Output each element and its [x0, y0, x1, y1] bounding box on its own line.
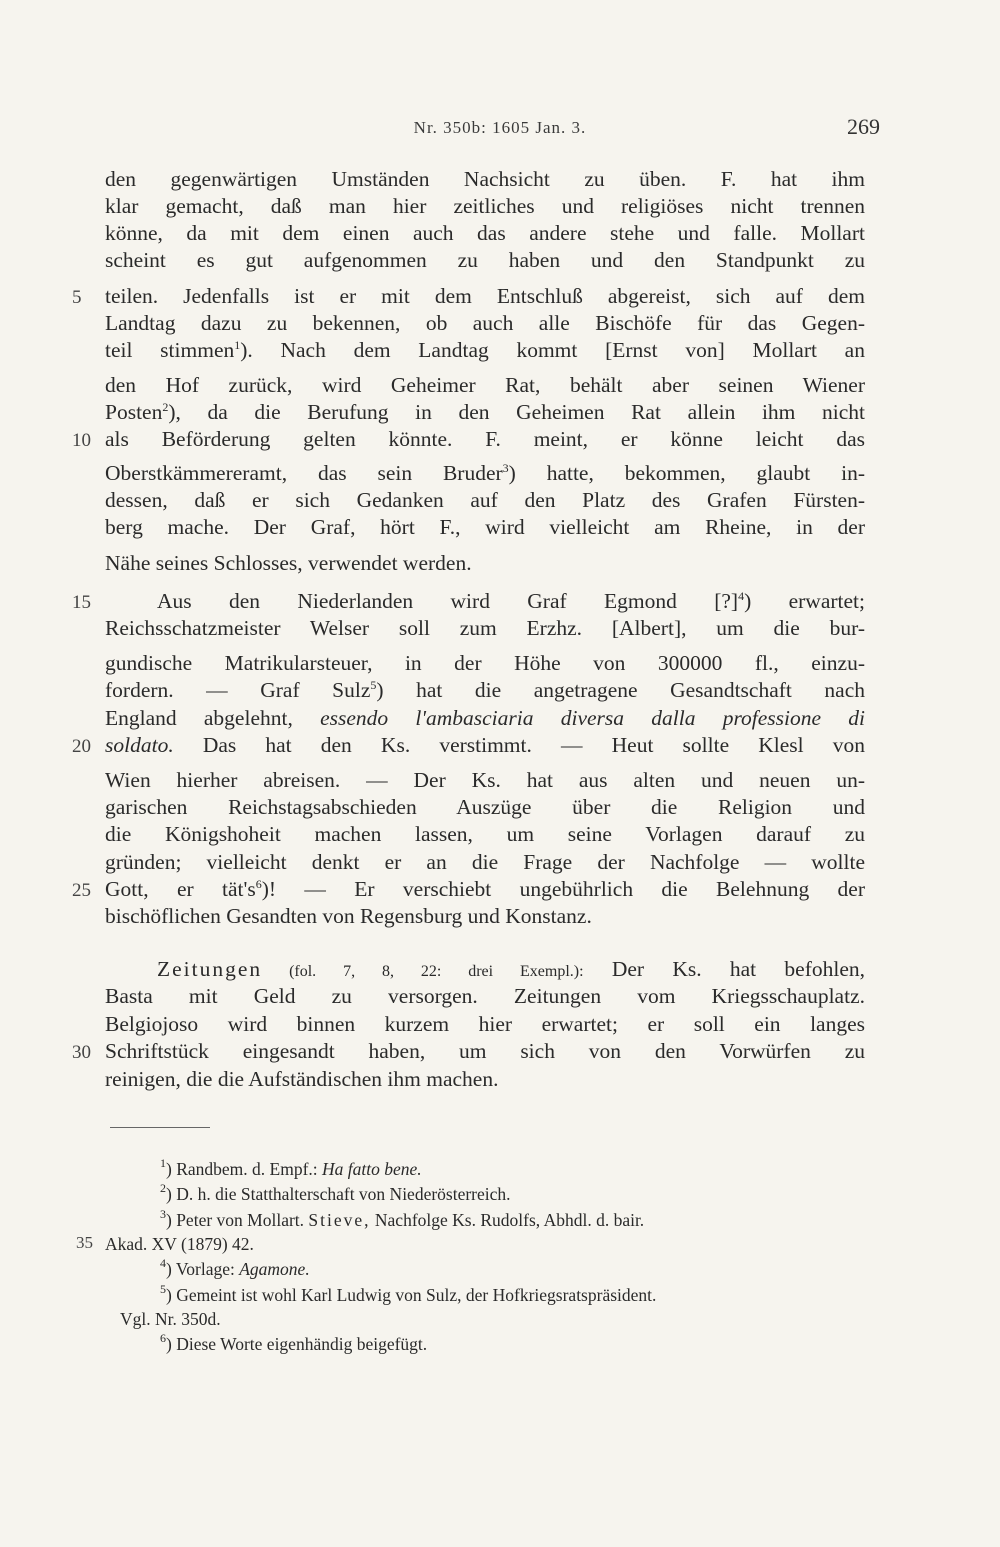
body-line: den Hof zurück, wird Geheimer Rat, behält aber seinen Wiener — [105, 373, 865, 397]
body-line: Posten$^2$), da die Berufung in den Geheimen Rat allein ihm nicht — [105, 400, 865, 424]
footnote: Akad. XV (1879) 42. — [105, 1234, 254, 1254]
body-line: Gott, er $tät's^6$)! — Er verschiebt ungebührlich die Belehnung der — [105, 877, 866, 901]
body-line: Oberstkämmereramt, das sein Bruder$^3$) hatte, bekommen, glaubt in- — [105, 461, 865, 485]
line-number: 20 — [72, 736, 91, 757]
page-number: 269 — [847, 114, 880, 139]
footnote: $^5$) Gemeint ist wohl Karl Ludwig von Sulz, der Hofkriegsratspräsident. — [160, 1282, 657, 1305]
footnote-ref: 2 — [162, 400, 169, 414]
footnote: $^6$) Diese Worte eigenhändig beigefügt. — [160, 1331, 428, 1354]
line-number: 25 — [72, 880, 91, 901]
body-line: Landtag dazu zu bekennen, ob auch alle Bischöfe für das Gegen- — [105, 311, 865, 335]
body-line: Reichsschatzmeister Welser soll zum Erzhz. [Albert], um die bur- — [105, 616, 865, 640]
footnote-ref: 6 — [255, 877, 262, 891]
footnote: $^3$) Peter von Mollart. Stieve, Nachfolge Ks. Rudolfs, Abhdl. d. bair. — [160, 1207, 645, 1230]
body-line: scheint es gut aufgenommen zu haben und den Standpunkt zu — [105, 248, 865, 272]
body-line: Aus den Niederlanden wird Graf Egmond [?]$^4$) erwartet; — [157, 589, 865, 613]
body-line: den gegenwärtigen Umständen Nachsicht zu üben. F. hat ihm — [105, 167, 865, 191]
footnote-ref: 4 — [738, 589, 745, 603]
body-line: könne, da mit dem einen auch das andere stehe und falle. Mollart — [105, 221, 865, 245]
line-number: 30 — [72, 1042, 91, 1063]
body-line: Belgiojoso wird binnen kurzem hier erwartet; er soll ein langes — [105, 1012, 865, 1036]
body-line: klar gemacht, daß man hier zeitliches und religiöses nicht trennen — [105, 194, 865, 218]
body-line: als Beförderung gelten könnte. F. meint, er könne leicht das — [105, 427, 865, 451]
line-number: 10 — [72, 430, 91, 451]
footnote-ref: 1 — [234, 338, 241, 352]
footnote-divider — [110, 1127, 210, 1128]
body-line: gundische Matrikularsteuer, in der Höhe von 300000 fl., einzu- — [105, 651, 865, 675]
line-number: 15 — [72, 592, 91, 613]
body-line: Zeitungen (fol. 7, 8, 22: drei Exempl.): Der Ks. hat befohlen, — [157, 957, 866, 981]
footnote-ref: 3 — [502, 461, 509, 475]
body-line: bischöflichen Gesandten von Regensburg und Konstanz. — [105, 904, 592, 928]
body-line: Schriftstück eingesandt haben, um sich von den Vorwürfen zu — [105, 1039, 865, 1063]
body-line: die Königshoheit machen lassen, um seine Vorlagen darauf zu — [105, 822, 865, 846]
body-line: fordern. — Graf Sulz$^5$) hat die angetragene Gesandtschaft nach — [105, 678, 865, 702]
running-head: Nr. 350b: 1605 Jan. 3. — [413, 118, 587, 137]
body-line: berg mache. Der Graf, hört F., wird vielleicht am Rheine, in der — [105, 515, 865, 539]
body-line: dessen, daß er sich Gedanken auf den Platz des Grafen Fürsten- — [105, 488, 865, 512]
body-line: Wien hierher abreisen. — Der Ks. hat aus alten und neuen un- — [105, 768, 865, 792]
body-line: England abgelehnt, essendo l'ambasciaria diversa dalla professione di — [105, 706, 865, 730]
body-line: gründen; vielleicht denkt er an die Frage der Nachfolge — wollte — [105, 850, 865, 874]
body-line: teilen. Jedenfalls ist er mit dem Entschluß abgereist, sich auf dem — [105, 284, 865, 308]
footnote: $^1$) Randbem. d. Empf.: Ha fatto bene. — [160, 1156, 422, 1179]
body-line: teil stimmen$^1$). Nach dem Landtag kommt [Ernst von] Mollart an — [105, 338, 865, 362]
body-line: soldato. Das hat den Ks. verstimmt. — Heut sollte Klesl von — [105, 733, 865, 757]
body-line: Basta mit Geld zu versorgen. Zeitungen vom Kriegsschauplatz. — [105, 984, 865, 1008]
body-line: reinigen, die die Aufständischen ihm machen. — [105, 1067, 499, 1091]
footnote: $^4$) Vorlage: Agamone. — [160, 1256, 310, 1279]
line-number: 5 — [72, 287, 82, 308]
line-number: 35 — [76, 1233, 93, 1252]
footnote: $^2$) D. h. die Statthalterschaft von Niederösterreich. — [160, 1181, 511, 1204]
footnote-ref: 5 — [370, 678, 377, 692]
body-line: garischen Reichstagsabschieden Auszüge über die Religion und — [105, 795, 865, 819]
body-line: Nähe seines Schlosses, verwendet werden. — [105, 551, 472, 575]
footnote: Vgl. Nr. 350d. — [120, 1309, 221, 1329]
